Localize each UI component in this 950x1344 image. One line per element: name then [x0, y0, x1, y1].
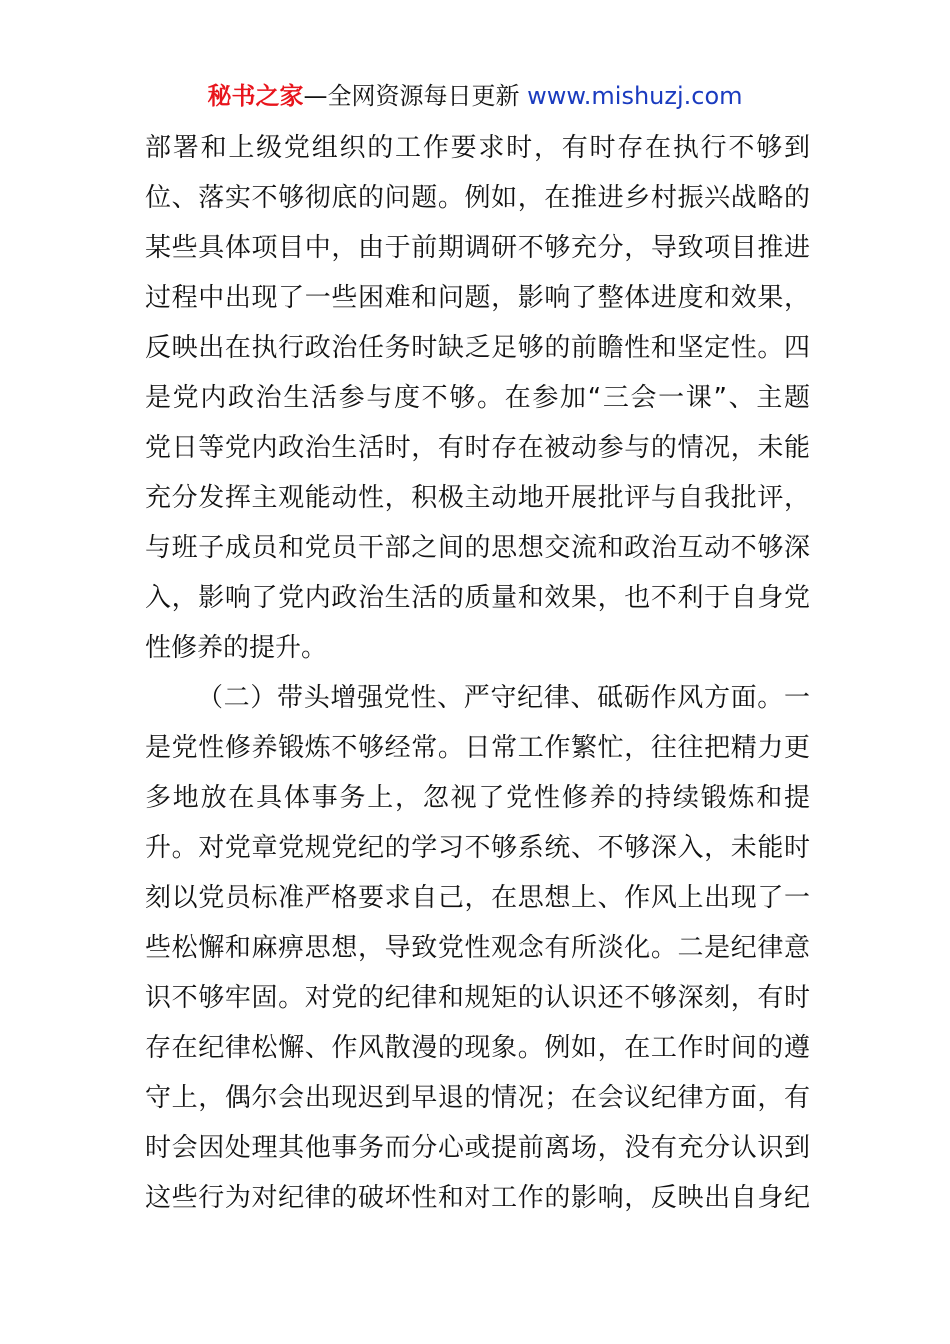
text-line: 存在纪律松懈、作风散漫的现象。例如，在工作时间的遵	[145, 1033, 810, 1063]
text-line: 升。对党章党规党纪的学习不够系统、不够深入，未能时	[145, 833, 810, 863]
text-line: 是党性修养锻炼不够经常。日常工作繁忙，往往把精力更	[145, 733, 810, 763]
text-line: 反映出在执行政治任务时缺乏足够的前瞻性和坚定性。四	[145, 333, 810, 363]
text-line: 是党内政治生活参与度不够。在参加“三会一课”、主题	[145, 383, 810, 413]
text-line: 过程中出现了一些困难和问题，影响了整体进度和效果，	[145, 283, 810, 313]
header-tagline: —全网资源每日更新	[303, 82, 520, 110]
text-line: 守上，偶尔会出现迟到早退的情况；在会议纪律方面，有	[145, 1083, 810, 1113]
page-header	[0, 80, 950, 112]
text-line: 些松懈和麻痹思想，导致党性观念有所淡化。二是纪律意	[145, 933, 810, 963]
text-line: 党日等党内政治生活时，有时存在被动参与的情况，未能	[145, 433, 810, 463]
text-line: 充分发挥主观能动性，积极主动地开展批评与自我批评，	[145, 483, 810, 513]
site-url: www.mishuzj.com	[527, 82, 743, 110]
text-line: 刻以党员标准严格要求自己，在思想上、作风上出现了一	[145, 883, 810, 913]
brand-name: 秘书之家	[207, 82, 304, 110]
section-heading-line: （二）带头增强党性、严守纪律、砥砺作风方面。一	[197, 683, 810, 713]
document-body	[145, 128, 810, 1228]
text-line: 位、落实不够彻底的问题。例如，在推进乡村振兴战略的	[145, 183, 810, 213]
text-line: 部署和上级党组织的工作要求时，有时存在执行不够到	[145, 133, 810, 163]
paragraph-end-line: 性修养的提升。	[145, 633, 328, 663]
text-line: 时会因处理其他事务而分心或提前离场，没有充分认识到	[145, 1133, 810, 1163]
text-line: 这些行为对纪律的破坏性和对工作的影响，反映出自身纪	[145, 1183, 810, 1213]
text-line: 与班子成员和党员干部之间的思想交流和政治互动不够深	[145, 533, 810, 563]
text-line: 入，影响了党内政治生活的质量和效果，也不利于自身党	[145, 583, 810, 613]
text-line: 识不够牢固。对党的纪律和规矩的认识还不够深刻，有时	[145, 983, 810, 1013]
text-line: 多地放在具体事务上，忽视了党性修养的持续锻炼和提	[145, 783, 810, 813]
text-line: 某些具体项目中，由于前期调研不够充分，导致项目推进	[145, 233, 810, 263]
